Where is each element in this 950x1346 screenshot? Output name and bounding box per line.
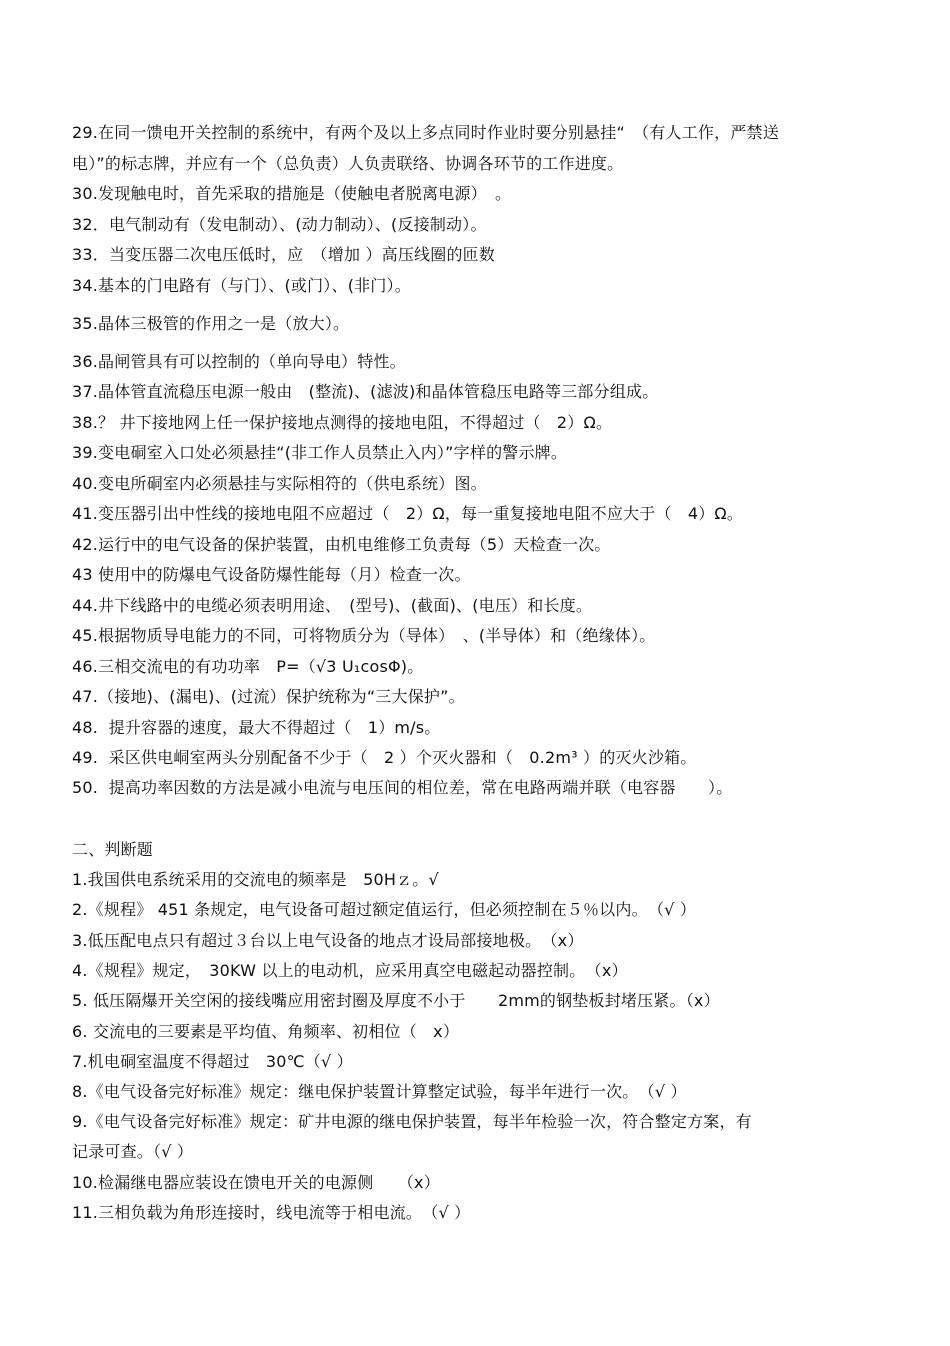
section-title-judgment: 二、判断题 [72,840,154,859]
question-30: 30.发现触电时，首先采取的措施是（使触电者脱离电源） 。 [72,184,512,203]
question-43: 43 使用中的防爆电气设备防爆性能每（月）检查一次。 [72,565,471,584]
judgment-item-11: 11.三相负载为角形连接时，线电流等于相电流。 （√ ） [72,1203,471,1222]
question-50: 50. 提高功率因数的方法是减小电流与电压间的相位差，常在电路两端并联（电容器 ）。 [72,778,733,797]
question-44: 44.井下线路中的电缆必须表明用途、 (型号)、(截面)、(电压）和长度。 [72,596,593,615]
question-46: 46.三相交流电的有功功率 P=（√3 U₁cosΦ)。 [72,657,424,676]
question-29-line-1: 29.在同一馈电开关控制的系统中，有两个及以上多点同时作业时要分别悬挂“ （有人工作，严禁送 [72,123,779,142]
question-41: 41.变压器引出中性线的接地电阻不应超过（ 2）Ω，每一重复接地电阻不应大于（ 4）Ω。 [72,504,744,523]
judgment-item-10: 10.检漏继电器应装设在馈电开关的电源侧 （x） [72,1173,440,1192]
judgment-item-5: 5. 低压隔爆开关空闲的接线嘴应用密封圈及厚度不小于 2mm的钢垫板封堵压紧。（x） [72,991,720,1010]
judgment-item-9-line-2: 记录可查。（√ ） [72,1142,194,1161]
question-40: 40.变电所硐室内必须悬挂与实际相符的（供电系统）图。 [72,474,487,493]
question-34: 34.基本的门电路有（与门）、(或门）、(非门）。 [72,276,411,295]
judgment-item-8: 8.《电气设备完好标准》规定：继电保护装置计算整定试验，每半年进行一次。 （√ ） [72,1082,687,1101]
question-39: 39.变电硐室入口处必须悬挂“(非工作人员禁止入内）”字样的警示牌。 [72,443,568,462]
judgment-item-7: 7.机电硐室温度不得超过 30℃（√ ） [72,1052,353,1071]
question-37: 37.晶体管直流稳压电源一般由 (整流)、(滤波)和晶体管稳压电路等三部分组成。 [72,382,659,401]
question-38: 38.？ 井下接地网上任一保护接地点测得的接地电阻，不得超过（ 2）Ω。 [72,413,613,432]
question-35: 35.晶体三极管的作用之一是（放大）。 [72,314,350,333]
judgment-item-2: 2.《规程》 451 条规定，电气设备可超过额定值运行，但必须控制在５％以内。 （√ ） [72,900,697,919]
question-42: 42.运行中的电气设备的保护装置，由机电维修工负责每（5）天检查一次。 [72,535,611,554]
document-page [72,0,882,1346]
judgment-item-1: 1.我国供电系统采用的交流电的频率是 50Hｚ。√ [72,870,439,889]
judgment-item-3: 3.低压配电点只有超过３台以上电气设备的地点才设局部接地极。 （x） [72,931,584,950]
question-33: 33．当变压器二次电压低时，应 （增加 ）高压线圈的匝数 [72,245,496,264]
judgment-item-6: 6. 交流电的三要素是平均值、角频率、初相位（ x） [72,1022,460,1041]
judgment-item-4: 4.《规程》规定， 30KW 以上的电动机，应采用真空电磁起动器控制。 （x） [72,961,628,980]
question-29-line-2: 电）”的标志牌，并应有一个（总负责）人负责联络、协调各环节的工作进度。 [72,154,624,173]
judgment-item-9-line-1: 9.《电气设备完好标准》规定：矿井电源的继电保护装置，每半年检验一次，符合整定方案，有 [72,1112,752,1131]
question-32: 32．电气制动有（发电制动）、(动力制动）、(反接制动）。 [72,215,487,234]
question-45: 45.根据物质导电能力的不同，可将物质分为（导体） 、(半导体）和（绝缘体）。 [72,626,656,645]
question-48: 48. 提升容器的速度，最大不得超过（ 1）m/s。 [72,718,441,737]
question-47: 47.（接地)、(漏电)、(过流）保护统称为“三大保护”。 [72,687,465,706]
question-36: 36.晶闸管具有可以控制的（单向导电）特性。 [72,352,406,371]
question-49: 49. 采区供电峒室两头分别配备不少于（ 2 ）个灭火器和（ 0.2m³ ）的灭火沙箱。 [72,748,697,767]
